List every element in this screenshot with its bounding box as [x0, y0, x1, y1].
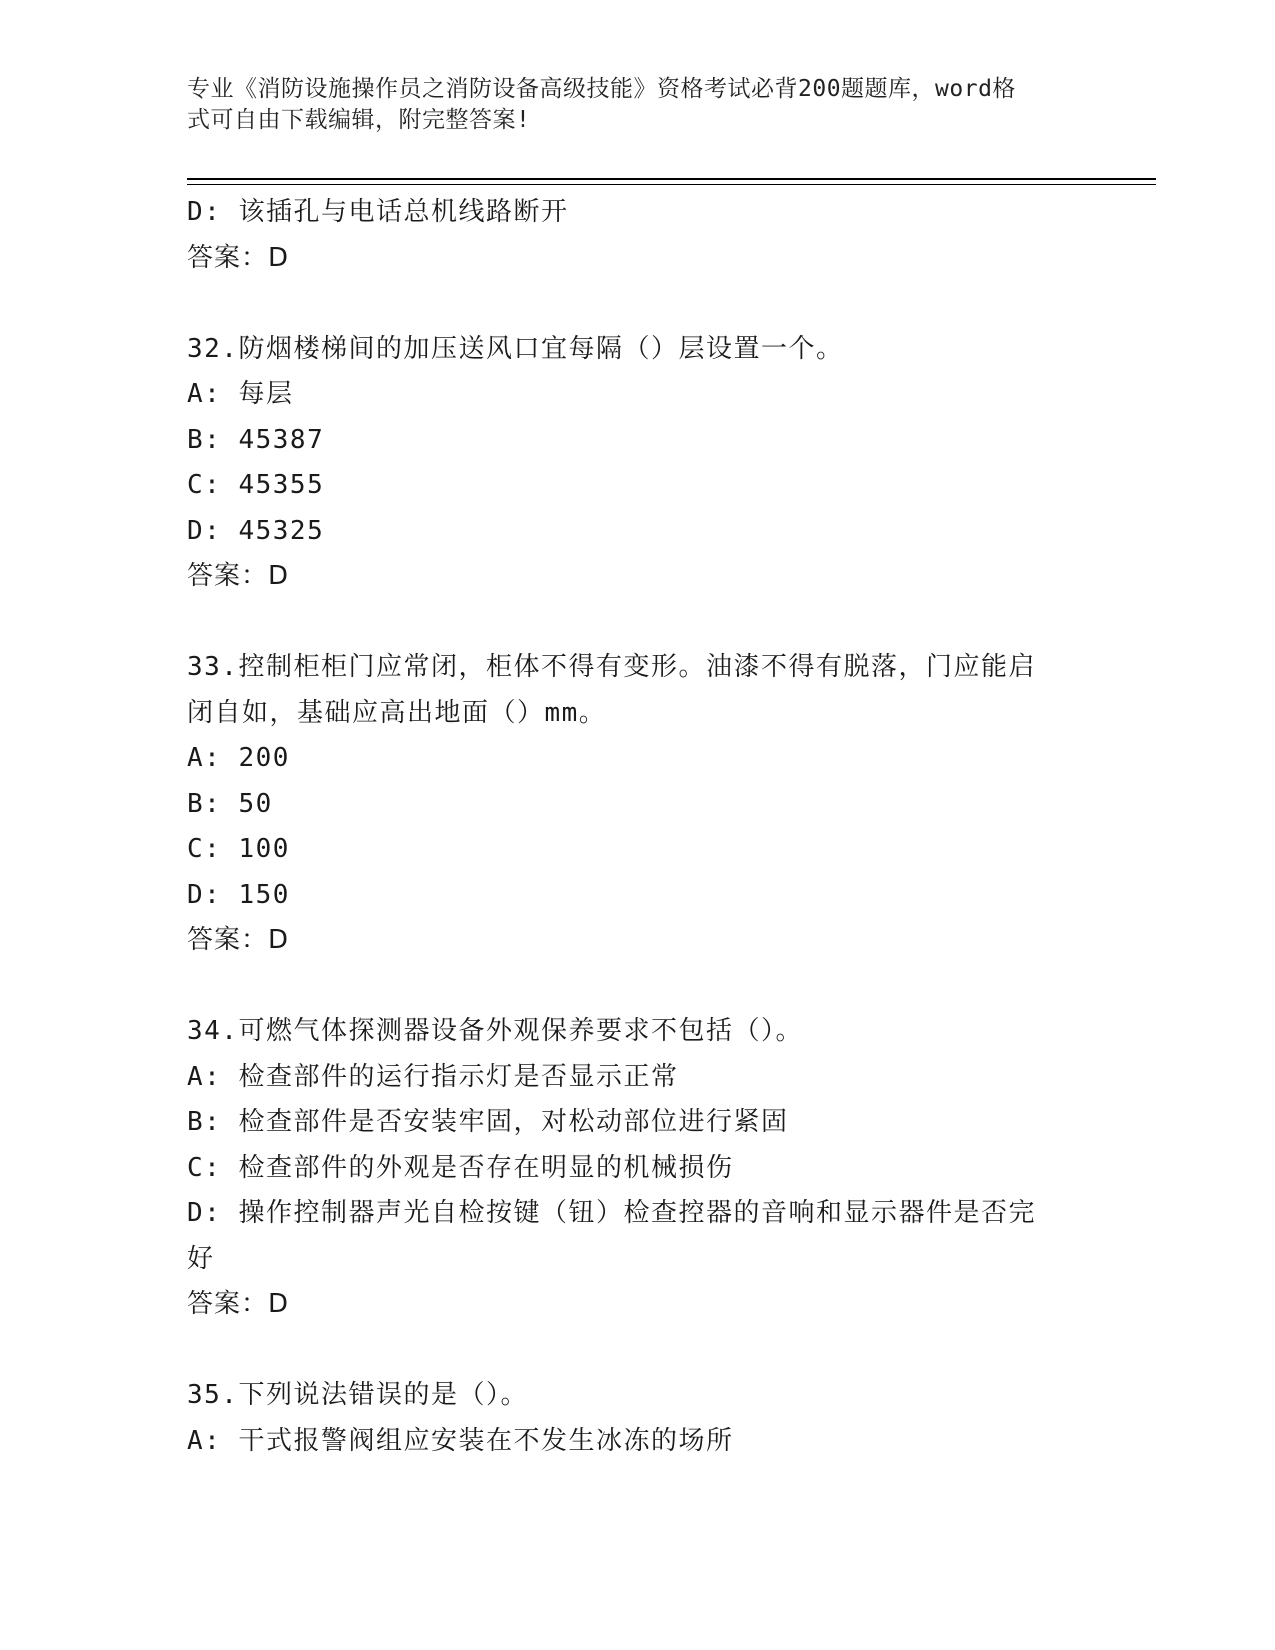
header-line-1: 专业《消防设施操作员之消防设备高级技能》资格考试必背200题题库，word格 [187, 76, 1016, 102]
spacer [187, 600, 1087, 646]
question-stem: 32.防烟楼梯间的加压送风口宜每隔（）层设置一个。 [187, 333, 844, 364]
page-header [187, 74, 1067, 136]
question-35 [187, 1373, 1087, 1464]
answer-line: 答案：D [187, 925, 290, 955]
header-line-2: 式可自由下载编辑，附完整答案! [187, 107, 531, 133]
option-a: A: 检查部件的运行指示灯是否显示正常 [187, 1061, 679, 1092]
answer-line: 答案：D [187, 242, 290, 273]
spacer [187, 281, 1087, 327]
answer-line: 答案：D [187, 1289, 290, 1319]
option-c: C: 检查部件的外观是否存在明显的机械损伤 [187, 1152, 734, 1183]
option-d: D: 该插孔与电话总机线路断开 [187, 197, 569, 227]
question-stem: 33.控制柜柜门应常闭，柜体不得有变形。油漆不得有脱落，门应能启 [187, 652, 1036, 682]
answer-line: 答案：D [187, 561, 290, 591]
option-b: B: 检查部件是否安装牢固，对松动部位进行紧固 [187, 1107, 789, 1137]
header-rule-thick [187, 178, 1156, 180]
option-d-continued: 好 [187, 1243, 215, 1274]
option-a: A: 干式报警阀组应安装在不发生冰冻的场所 [187, 1425, 734, 1456]
option-b: B: 50 [187, 788, 273, 819]
option-d: D: 操作控制器声光自检按键（钮）检查控器的音响和显示器件是否完 [187, 1198, 1036, 1228]
option-d: D: 150 [187, 879, 290, 910]
question-content [187, 190, 1087, 1464]
option-c: C: 45355 [187, 470, 325, 500]
question-stem-continued: 闭自如，基础应高出地面（）mm。 [187, 697, 607, 728]
spacer [187, 1328, 1087, 1374]
option-a: A: 每层 [187, 379, 294, 409]
question-34 [187, 1009, 1087, 1328]
header-rule-thin [187, 184, 1156, 185]
option-d: D: 45325 [187, 515, 325, 546]
question-32 [187, 327, 1087, 600]
question-33 [187, 645, 1087, 964]
option-a: A: 200 [187, 743, 290, 773]
spacer [187, 964, 1087, 1010]
question-stem: 34.可燃气体探测器设备外观保养要求不包括（）。 [187, 1016, 803, 1046]
option-c: C: 100 [187, 834, 290, 864]
question-stem: 35.下列说法错误的是（）。 [187, 1380, 528, 1410]
option-b: B: 45387 [187, 424, 325, 455]
